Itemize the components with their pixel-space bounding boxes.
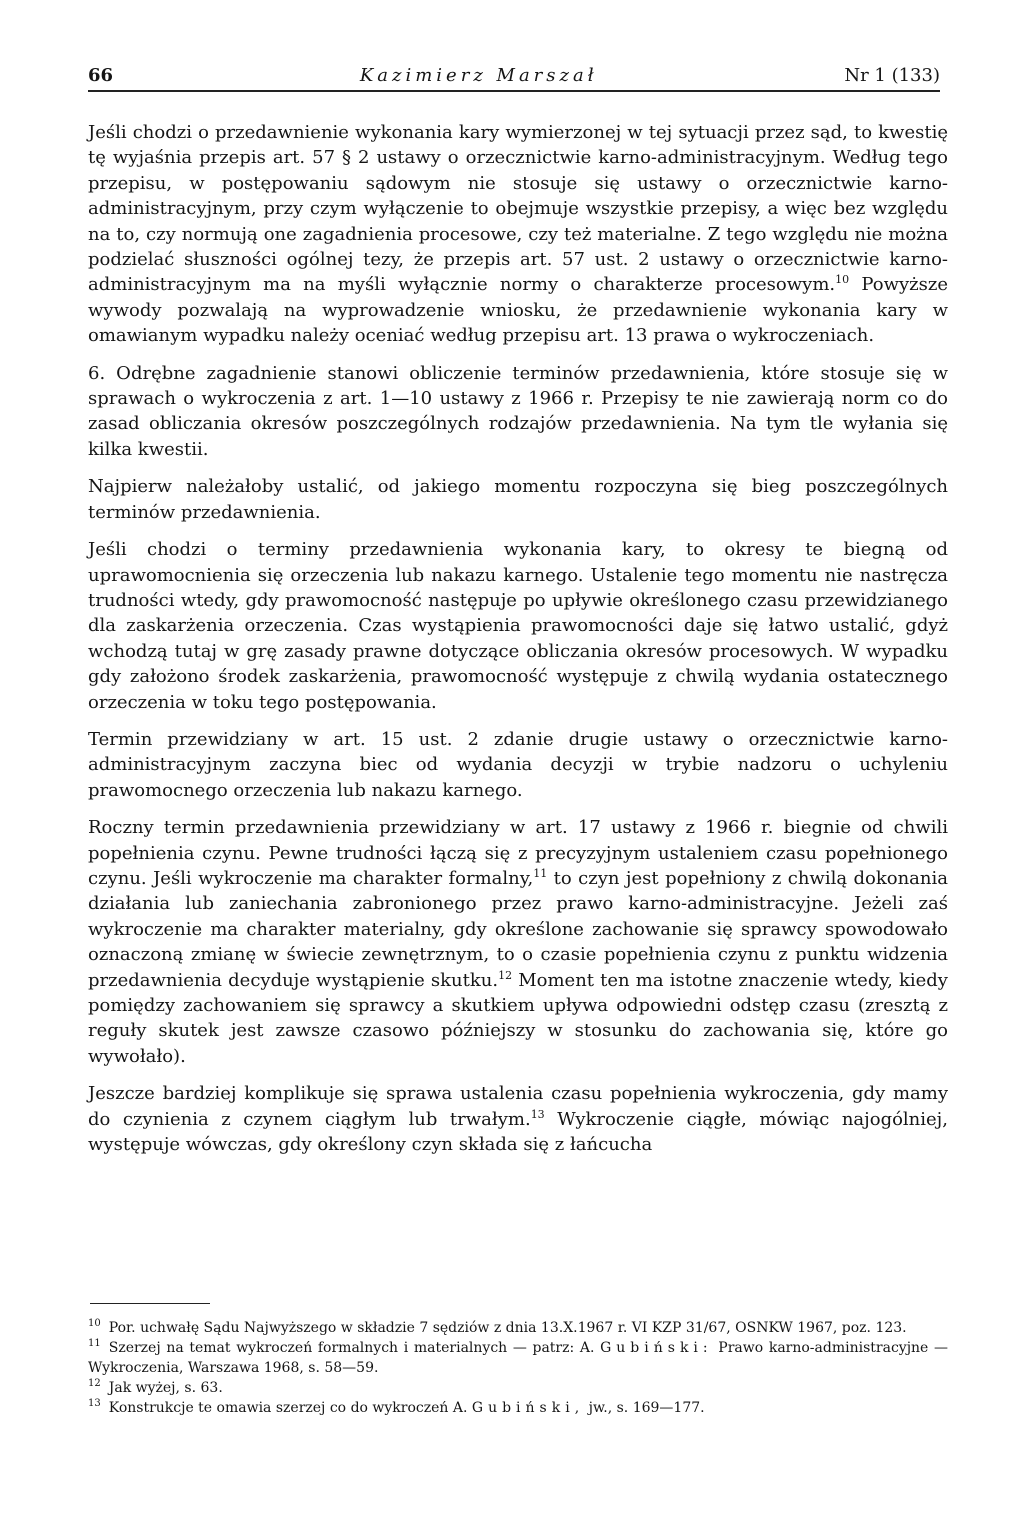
footnote: $^{11}$ Szerzej na temat wykroczeń formalnych i materialnych — patrz: A. Gubiński: Prawo karno-administracyjne — Wykroczenia, Warszawa 1968, s. 58—59.	[88, 1338, 948, 1376]
running-author: Kazimierz Marszał	[359, 65, 598, 86]
main-text	[88, 120, 948, 1169]
footnote: $^{13}$ Konstrukcje te omawia szerzej co do wykroczeń A. Gubiński, jw., s. 169—177.	[88, 1398, 705, 1416]
paragraph: Termin przewidziany w art. 15 ust. 2 zdanie drugie ustawy o orzecznictwie karno-administracyjnym zaczyna biec od wydania decyzji w trybie nadzoru o uchyleniu prawomocnego orzeczenia lub nakazu karnego.	[88, 728, 948, 801]
paragraph: 6. Odrębne zagadnienie stanowi obliczenie terminów przedawnienia, które stosuje się w sprawach o wykroczenia z art. 1—10 ustawy z 1966 r. Przepisy te nie zawierają norm co do zasad obliczania okresów poszczególnych rodzajów przedawnienia. Na tym tle wyłania się kilka kwestii.	[88, 362, 948, 460]
footnote-ref: 12	[498, 968, 513, 982]
issue-number: Nr 1 (133)	[844, 65, 940, 86]
paragraph: Najpierw należałoby ustalić, od jakiego momentu rozpoczyna się bieg poszczególnych terminów przedawnienia.	[88, 476, 948, 523]
footnote-ref: 10	[835, 273, 850, 287]
paragraph: Jeszcze bardziej komplikuje się sprawa ustalenia czasu popełnienia wykroczenia, gdy mamy do czynienia z czynem ciągłym lub trwałym.$^{13}$ Wykroczenie ciągłe, mówiąc najogólniej, występuje wówczas, gdy określony czyn składa się z łańcucha	[88, 1083, 948, 1156]
running-header	[88, 62, 940, 92]
footnote-divider	[90, 1303, 210, 1304]
paragraph: Jeśli chodzi o terminy przedawnienia wykonania kary, to okresy te biegną od uprawomocnienia się orzeczenia lub nakazu karnego. Ustalenie tego momentu nie nastręcza trudności wtedy, gdy prawomocność następuje po upływie określonego czasu przewidzianego dla zaskarżenia orzeczenia. Czas wystąpienia prawomocności daje się łatwo ustalić, gdyż wchodzą tutaj w grę zasady prawne dotyczące obliczania okresów procesowych. W wypadku gdy założono środek zaskarżenia, prawomocność występuje z chwilą wydania ostatecznego orzeczenia w toku tego postępowania.	[88, 539, 948, 713]
paragraph: Roczny termin przedawnienia przewidziany w art. 17 ustawy z 1966 r. biegnie od chwili popełnienia czynu. Pewne trudności łączą się z precyzyjnym ustaleniem czasu popełnionego czynu. Jeśli wykroczenie ma charakter formalny,$^{11}$ to czyn jest popełniony z chwilą dokonania działania lub zaniechania zabronionego przez prawo karno-administracyjne. Jeżeli zaś wykroczenie ma charakter materialny, gdy określone zachowanie się sprawcy spowodowało oznaczoną zmianę w świecie zewnętrznym, to o czasie popełnienia czynu z punktu widzenia przedawnienia decyduje wystąpienie skutku.$^{12}$ Moment ten ma istotne znaczenie wtedy, kiedy pomiędzy zachowaniem się sprawcy a skutkiem upływa odpowiedni odstęp czasu (zresztą z reguły skutek jest zawsze czasowo późniejszy w stosunku do zachowania się, które go wywołało).	[88, 817, 948, 1067]
footnote-ref: 11	[533, 866, 548, 880]
footnote: $^{12}$ Jak wyżej, s. 63.	[88, 1378, 223, 1396]
footnote: $^{10}$ Por. uchwałę Sądu Najwyższego w składzie 7 sędziów z dnia 13.X.1967 r. VI KZP 31/67, OSNKW 1967, poz. 123.	[88, 1318, 907, 1336]
footnote-ref: 13	[530, 1107, 545, 1121]
page-number: 66	[88, 65, 114, 86]
footnotes	[88, 1318, 948, 1418]
paragraph: Jeśli chodzi o przedawnienie wykonania kary wymierzonej w tej sytuacji przez sąd, to kwestię tę wyjaśnia przepis art. 57 § 2 ustawy o orzecznictwie karno-administracyjnym. Według tego przepisu, w postępowaniu sądowym nie stosuje się ustawy o orzecznictwie karno-administracyjnym, przy czym wyłączenie to obejmuje wszystkie przepisy, a więc bez względu na to, czy normują one zagadnienia procesowe, czy też materialne. Z tego względu nie można podzielać słuszności ogólnej tezy, że przepis art. 57 ust. 2 ustawy o orzecznictwie karno-administracyjnym ma na myśli wyłącznie normy o charakterze procesowym.$^{10}$ Powyższe wywody pozwalają na wyprowadzenie wniosku, że przedawnienie wykonania kary w omawianym wypadku należy oceniać według przepisu art. 13 prawa o wykroczeniach.	[88, 122, 949, 347]
